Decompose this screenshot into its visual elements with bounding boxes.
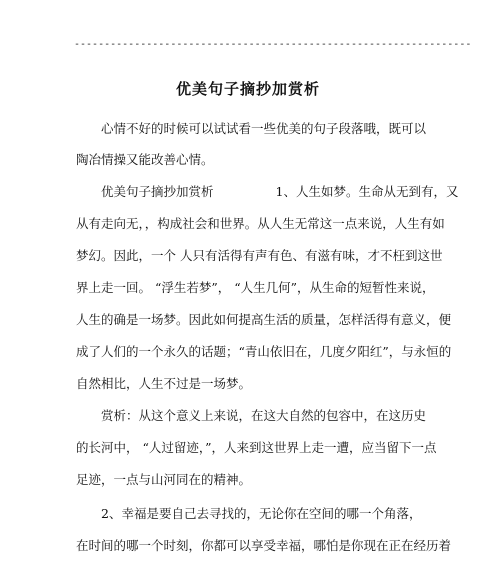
subtitle-text: 优美句子摘抄加赏析 bbox=[76, 184, 214, 199]
paragraph-line: 从有走向无，，构成社会和世界。从人生无常这一点来说，人生有如 bbox=[76, 216, 445, 231]
paragraph-line: 在时间的哪一个时刻，你都可以享受幸福，哪怕是你现在正在经历着 bbox=[76, 538, 452, 553]
paragraph-line: 成了人们的一个永久的话题；“青山依旧在，几度夕阳红”，与永恒的 bbox=[76, 344, 452, 359]
paragraph-line: 自然相比，人生不过是一场梦。 bbox=[76, 376, 252, 391]
paragraph-line: 的长河中， “人过留迹，”，人来到这世界上走一遭，应当留下一点 bbox=[76, 440, 437, 455]
header-rule: ------------------------------------------------------------------ bbox=[74, 39, 472, 50]
paragraph-line: 足迹，一点与山河同在的精神。 bbox=[76, 472, 252, 487]
paragraph-line bbox=[76, 184, 458, 200]
document-title: 优美句子摘抄加赏析 bbox=[175, 80, 320, 98]
paragraph-text: 1、人生如梦。生命从无到有，又 bbox=[275, 184, 459, 199]
paragraph-line: 2、幸福是要自己去寻找的，无论你在空间的哪一个角落， bbox=[76, 506, 422, 521]
paragraph-line: 人生的确是一场梦。因此如何提高生活的质量，怎样活得有意义，便 bbox=[76, 312, 452, 327]
paragraph-line: 赏析：从这个意义上来说，在这大自然的包容中，在这历史 bbox=[76, 408, 427, 423]
paragraph-line: 陶冶情操又能改善心情。 bbox=[76, 152, 214, 167]
paragraph-line: 界上走一回。 “浮生若梦”， “人生几何”，从生命的短暂性来说， bbox=[76, 280, 435, 295]
paragraph-line: 梦幻。因此，一个 人只有活得有声有色、有滋有味，才不枉到这世 bbox=[76, 248, 443, 263]
paragraph-line: 心情不好的时候可以试试看一些优美的句子段落哦，既可以 bbox=[76, 121, 427, 136]
